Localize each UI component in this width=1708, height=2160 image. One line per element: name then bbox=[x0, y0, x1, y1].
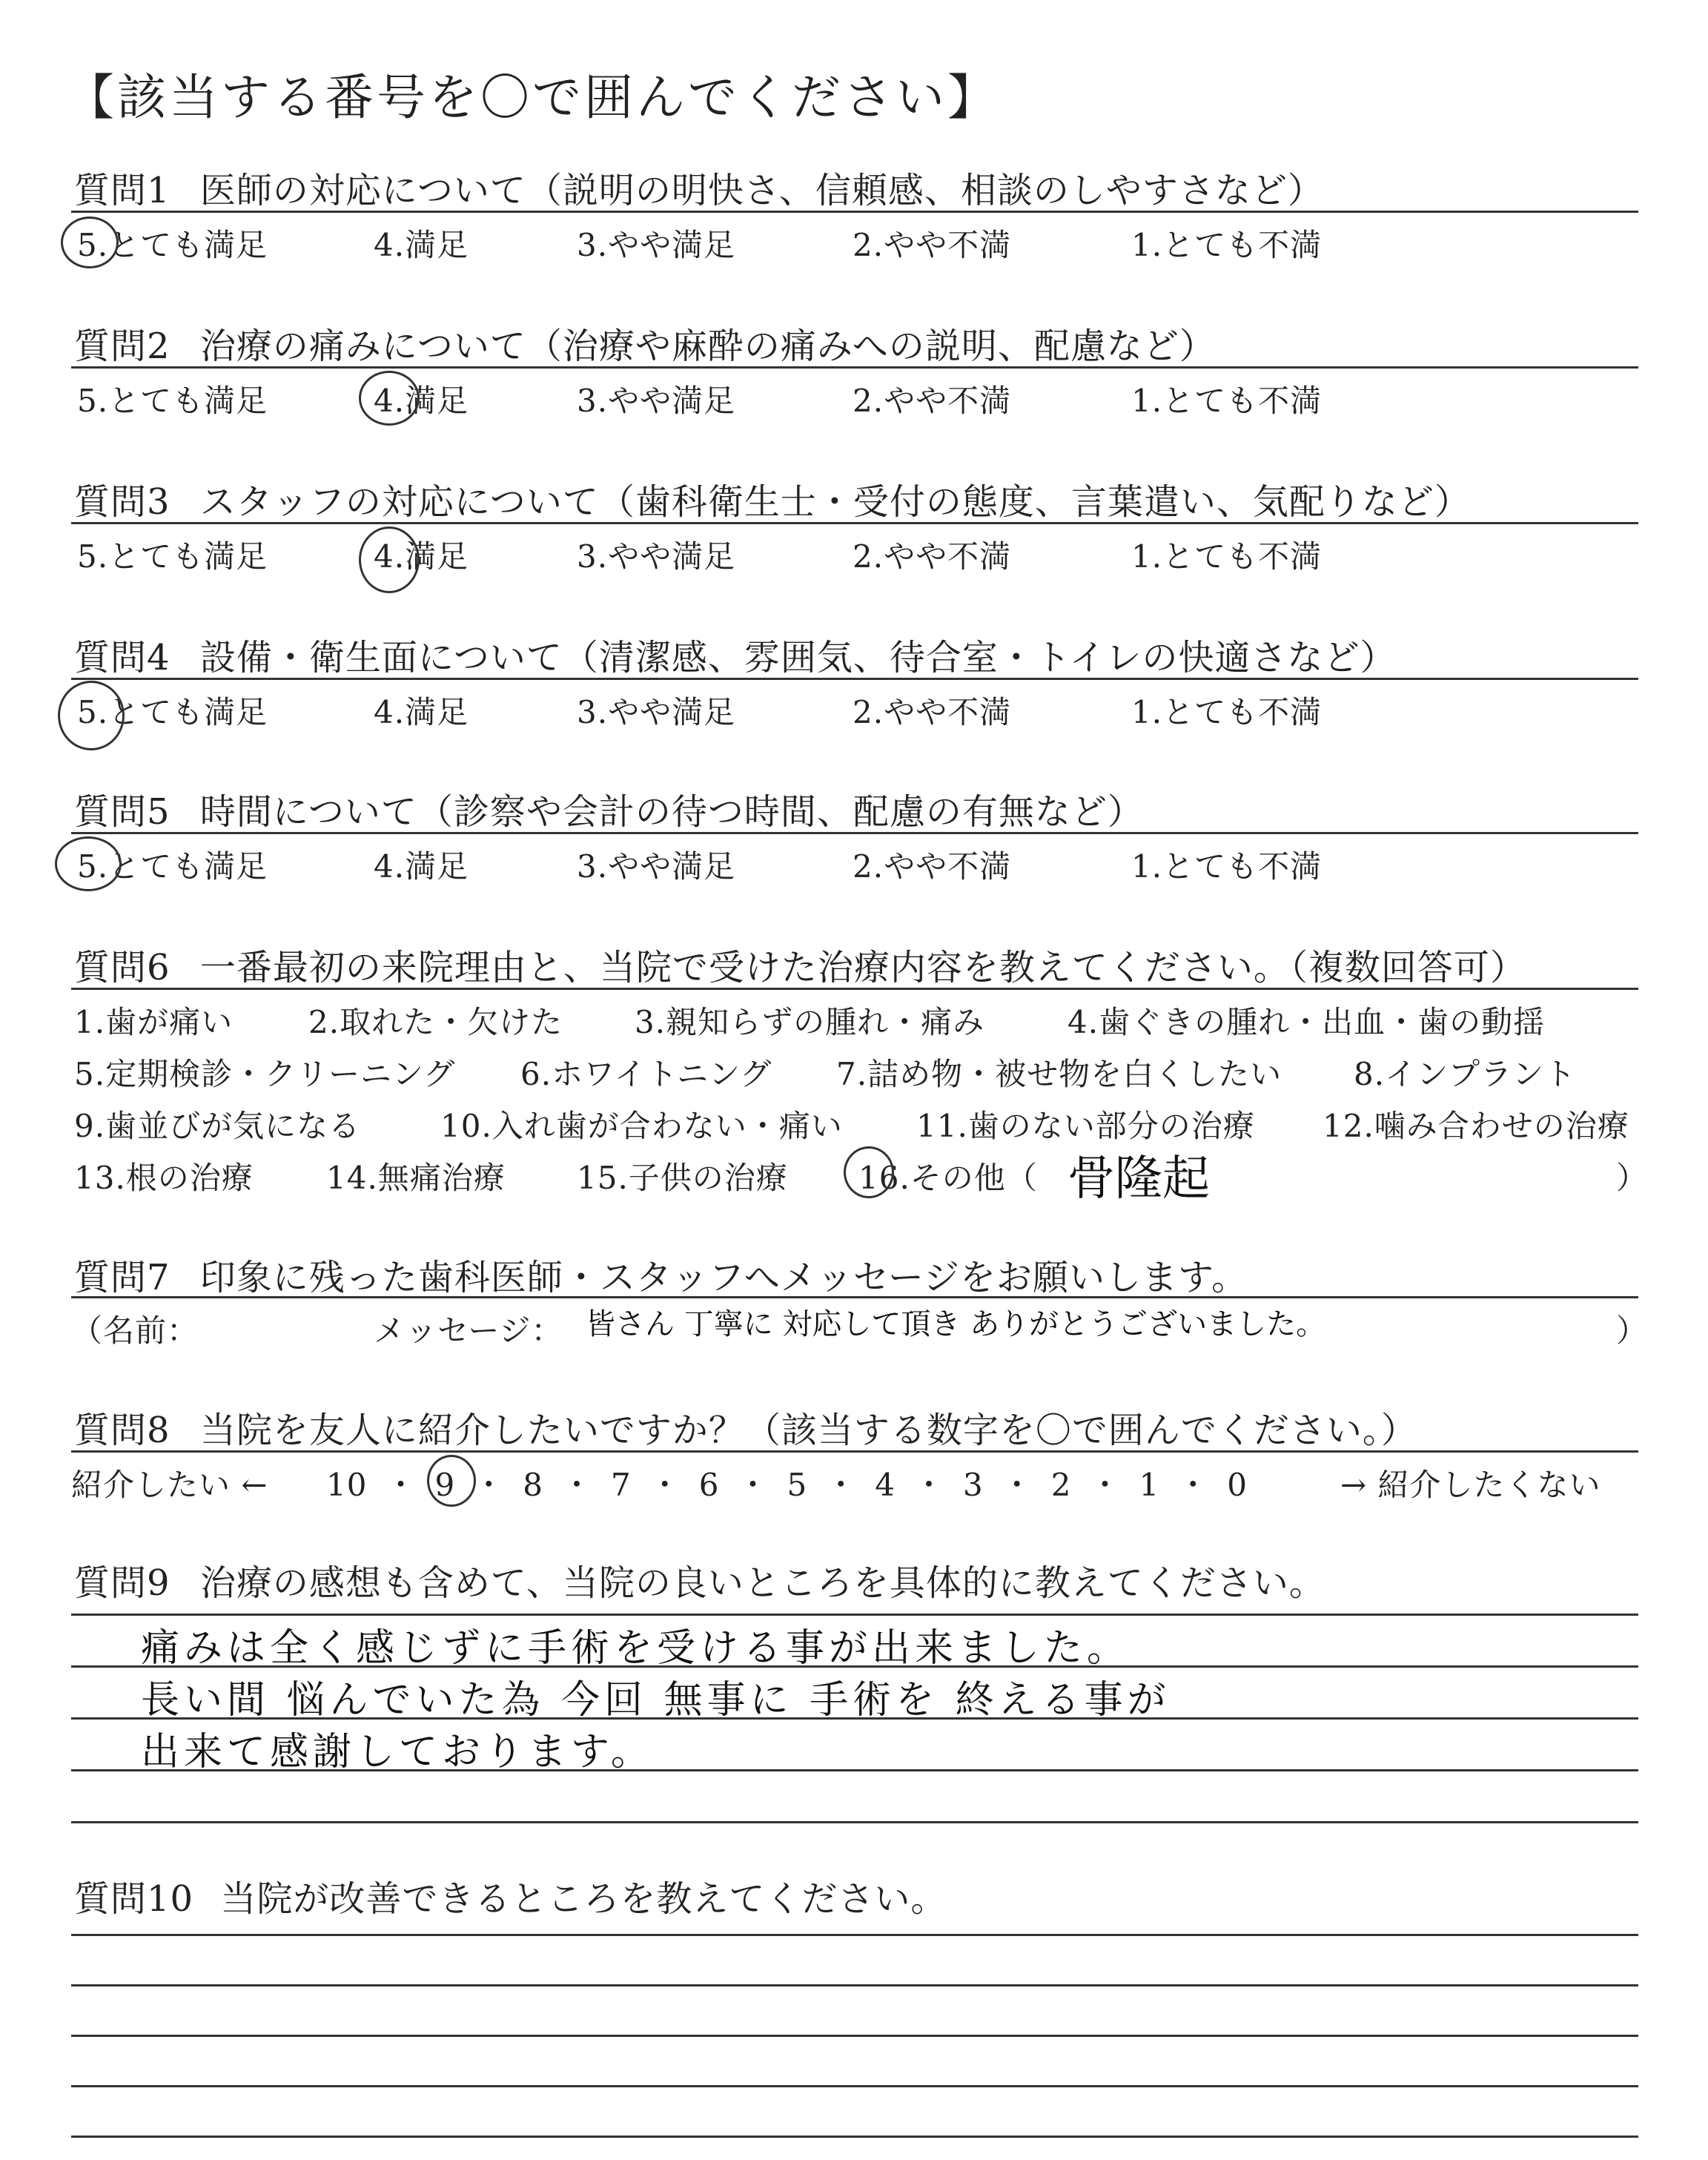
question-1-label: 質問1 bbox=[74, 170, 171, 211]
q8-right-label: → 紹介したくない bbox=[1340, 1467, 1601, 1503]
q2-selected-circle bbox=[359, 371, 420, 426]
q8-value-6[interactable]: 6 bbox=[698, 1467, 720, 1503]
q3-selected-circle bbox=[359, 526, 420, 593]
q2-option-4[interactable]: 4.満足 bbox=[374, 383, 469, 419]
question-8-heading bbox=[74, 1401, 1417, 1453]
q6-option-8[interactable]: 8.インプラント bbox=[1354, 1056, 1577, 1092]
q6-option-9[interactable]: 9.歯並びが気になる bbox=[74, 1108, 361, 1144]
q9-line-5 bbox=[71, 1821, 1638, 1823]
q6-option-11[interactable]: 11.歯のない部分の治療 bbox=[916, 1108, 1255, 1144]
q6-option-5[interactable]: 5.定期検診・クリーニング bbox=[74, 1056, 456, 1092]
question-1-rule bbox=[71, 211, 1638, 213]
q1-option-1[interactable]: 1.とても不満 bbox=[1131, 227, 1323, 263]
q4-option-5[interactable]: 5.とても満足 bbox=[77, 694, 268, 730]
q6-option-10[interactable]: 10.入れ歯が合わない・痛い bbox=[440, 1108, 843, 1144]
q4-option-2[interactable]: 2.やや不満 bbox=[853, 694, 1012, 730]
q5-option-5[interactable]: 5.とても満足 bbox=[77, 848, 268, 885]
q3-option-3[interactable]: 3.やや満足 bbox=[577, 538, 736, 575]
q6-option-14[interactable]: 14.無痛治療 bbox=[326, 1160, 506, 1196]
q1-option-4[interactable]: 4.満足 bbox=[374, 227, 469, 263]
q3-option-2[interactable]: 2.やや不満 bbox=[853, 538, 1012, 575]
q9-answer-line-1[interactable]: 痛みは全く感じずに手術を受ける事が出来ました。 bbox=[141, 1626, 1131, 1671]
q10-line-4 bbox=[71, 2085, 1638, 2087]
q4-selected-circle bbox=[58, 681, 125, 750]
q5-option-3[interactable]: 3.やや満足 bbox=[577, 848, 736, 885]
question-3-heading bbox=[74, 473, 1471, 524]
q4-option-3[interactable]: 3.やや満足 bbox=[577, 694, 736, 730]
question-6-rule bbox=[71, 988, 1638, 990]
q8-left-label: 紹介したい ← bbox=[71, 1467, 268, 1503]
q10-line-2 bbox=[71, 1984, 1638, 1986]
question-10-heading bbox=[74, 1870, 947, 1921]
q8-value-9[interactable]: 9 bbox=[434, 1467, 456, 1503]
q10-line-1 bbox=[71, 1934, 1638, 1936]
q8-selected-circle bbox=[427, 1455, 476, 1507]
q7-message-label: メッセージ： bbox=[374, 1312, 563, 1349]
q1-option-3[interactable]: 3.やや満足 bbox=[577, 227, 736, 263]
question-9-label: 質問9 bbox=[74, 1562, 171, 1604]
q7-close-paren: ） bbox=[1616, 1312, 1649, 1349]
question-5-rule bbox=[71, 832, 1638, 834]
question-3-text: スタッフの対応について（歯科衛生士・受付の態度、言葉遣い、気配りなど） bbox=[199, 481, 1471, 523]
q6-option-15[interactable]: 15.子供の治療 bbox=[577, 1160, 788, 1196]
question-7-rule bbox=[71, 1296, 1638, 1298]
question-6-text: 一番最初の来院理由と、当院で受けた治療内容を教えてください。（複数回答可） bbox=[199, 947, 1526, 988]
question-4-heading bbox=[74, 629, 1396, 680]
question-6-heading bbox=[74, 939, 1526, 990]
q8-value-7[interactable]: 7 bbox=[610, 1467, 632, 1503]
q6-option-13[interactable]: 13.根の治療 bbox=[74, 1160, 254, 1196]
q2-option-2[interactable]: 2.やや不満 bbox=[853, 383, 1012, 419]
q9-answer-line-2[interactable]: 長い間 悩んでいた為 今回 無事に 手術を 終える事が bbox=[141, 1678, 1171, 1723]
question-7-heading bbox=[74, 1249, 1248, 1300]
question-5-label: 質問5 bbox=[74, 791, 171, 833]
q5-option-4[interactable]: 4.満足 bbox=[374, 848, 469, 885]
question-1-heading bbox=[74, 162, 1324, 213]
question-6-label: 質問6 bbox=[74, 947, 171, 988]
question-3-label: 質問3 bbox=[74, 481, 171, 523]
form-title: 【該当する番号を〇で囲んでください】 bbox=[65, 69, 999, 126]
q6-option-4[interactable]: 4.歯ぐきの腫れ・出血・歯の動揺 bbox=[1068, 1004, 1546, 1040]
question-2-label: 質問2 bbox=[74, 326, 171, 367]
question-2-heading bbox=[74, 317, 1216, 369]
question-10-text: 当院が改善できるところを教えてください。 bbox=[220, 1878, 947, 1920]
q6-option-1[interactable]: 1.歯が痛い bbox=[74, 1004, 234, 1040]
question-2-rule bbox=[71, 366, 1638, 369]
q3-option-5[interactable]: 5.とても満足 bbox=[77, 538, 268, 575]
q6-other-close-paren: ） bbox=[1616, 1160, 1649, 1196]
q5-option-2[interactable]: 2.やや不満 bbox=[853, 848, 1012, 885]
q7-name-label: （名前： bbox=[71, 1312, 199, 1349]
question-5-text: 時間について（診察や会計の待つ時間、配慮の有無など） bbox=[199, 791, 1144, 833]
q2-option-5[interactable]: 5.とても満足 bbox=[77, 383, 268, 419]
q5-option-1[interactable]: 1.とても不満 bbox=[1131, 848, 1323, 885]
q9-line-1 bbox=[71, 1614, 1638, 1616]
q2-option-1[interactable]: 1.とても不満 bbox=[1131, 383, 1323, 419]
q4-option-4[interactable]: 4.満足 bbox=[374, 694, 469, 730]
q5-selected-circle bbox=[55, 836, 122, 891]
q9-answer-line-3[interactable]: 出来て感謝しております。 bbox=[141, 1730, 654, 1774]
q6-option-6[interactable]: 6.ホワイトニング bbox=[520, 1056, 772, 1092]
q1-option-2[interactable]: 2.やや不満 bbox=[853, 227, 1012, 263]
question-9-text: 治療の感想も含めて、当院の良いところを具体的に教えてください。 bbox=[199, 1562, 1325, 1604]
q10-line-3 bbox=[71, 2035, 1638, 2037]
q8-scale: 10 ・ 9 ・ 8 ・ 7 ・ 6 ・ 5 ・ 4 ・ 3 ・ 2 ・ 1 ・ 0 bbox=[326, 1467, 1248, 1503]
q6-option-2[interactable]: 2.取れた・欠けた bbox=[308, 1004, 563, 1040]
q1-option-5[interactable]: 5.とても満足 bbox=[77, 227, 268, 263]
q4-option-1[interactable]: 1.とても不満 bbox=[1131, 694, 1323, 730]
question-2-text: 治療の痛みについて（治療や麻酔の痛みへの説明、配慮など） bbox=[199, 326, 1216, 367]
q10-line-5 bbox=[71, 2136, 1638, 2138]
question-5-heading bbox=[74, 783, 1144, 834]
q6-selected-circle bbox=[844, 1146, 894, 1198]
question-4-label: 質問4 bbox=[74, 637, 171, 678]
q1-selected-circle bbox=[61, 217, 119, 268]
q8-value-3[interactable]: 3 bbox=[962, 1467, 984, 1503]
question-9-heading bbox=[74, 1554, 1325, 1605]
q6-option-7[interactable]: 7.詰め物・被せ物を白くしたい bbox=[836, 1056, 1282, 1092]
q8-value-8[interactable]: 8 bbox=[523, 1467, 543, 1503]
q6-option-16[interactable]: 16.その他（ bbox=[858, 1160, 1038, 1196]
q3-option-4[interactable]: 4.満足 bbox=[374, 538, 469, 575]
q8-value-4[interactable]: 4 bbox=[875, 1467, 896, 1503]
q6-option-3[interactable]: 3.親知らずの腫れ・痛み bbox=[635, 1004, 985, 1040]
question-1-text: 医師の対応について（説明の明快さ、信頼感、相談のしやすさなど） bbox=[199, 170, 1324, 211]
question-8-text: 当院を友人に紹介したいですか？（該当する数字を〇で囲んでください。） bbox=[199, 1410, 1417, 1451]
question-10-label: 質問10 bbox=[74, 1878, 194, 1920]
q8-value-2[interactable]: 2 bbox=[1050, 1467, 1072, 1503]
question-3-rule bbox=[71, 522, 1638, 524]
q7-message-text[interactable]: 皆さん 丁寧に 対応して頂き ありがとうございました。 bbox=[586, 1307, 1326, 1341]
q3-option-1[interactable]: 1.とても不満 bbox=[1131, 538, 1323, 575]
question-8-label: 質問8 bbox=[74, 1410, 171, 1451]
q8-value-1[interactable]: 1 bbox=[1139, 1467, 1160, 1503]
question-7-text: 印象に残った歯科医師・スタッフへメッセージをお願いします。 bbox=[199, 1257, 1248, 1298]
question-4-text: 設備・衛生面について（清潔感、雰囲気、待合室・トイレの快適さなど） bbox=[199, 637, 1397, 678]
q8-value-0[interactable]: 0 bbox=[1227, 1467, 1248, 1503]
q6-option-12[interactable]: 12.噛み合わせの治療 bbox=[1323, 1108, 1629, 1144]
question-8-rule bbox=[71, 1450, 1638, 1453]
q8-value-10[interactable]: 10 bbox=[326, 1467, 368, 1503]
question-7-label: 質問7 bbox=[74, 1257, 171, 1298]
q2-option-3[interactable]: 3.やや満足 bbox=[577, 383, 736, 419]
q8-value-5[interactable]: 5 bbox=[787, 1467, 808, 1503]
question-4-rule bbox=[71, 678, 1638, 680]
q6-other-answer[interactable]: 骨隆起 bbox=[1068, 1152, 1210, 1206]
